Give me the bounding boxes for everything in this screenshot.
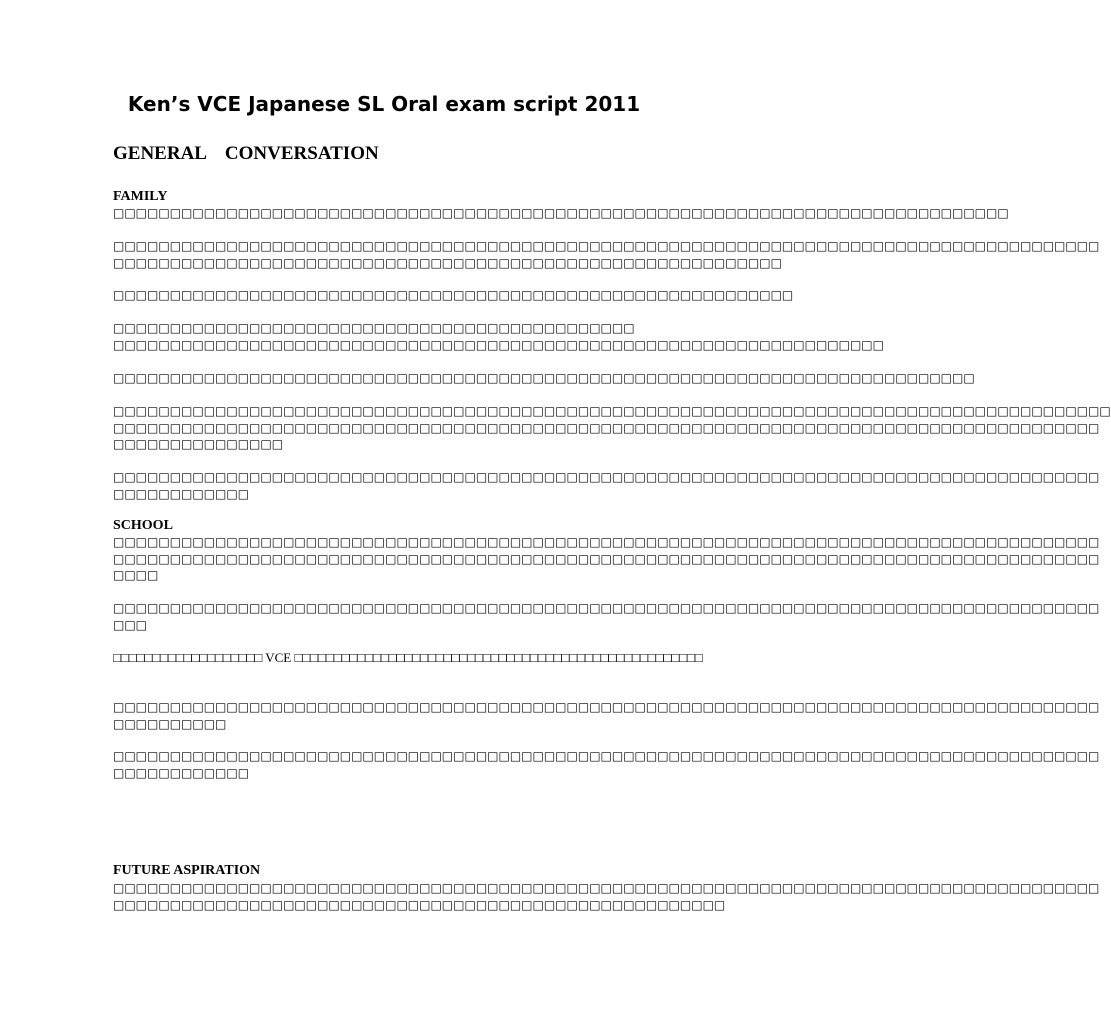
text-line: □□□□□□□□□□□□□□□□□□□□□□□□□□□□□□□□□□□□□□□□□□□□□□□□□□□□□□□□□□□□□□□□□□□□□□□□□□□□□□□□□□□□□□□ (113, 601, 1100, 615)
text-line: □□□□□□□□□□□□□□□□□□□ VCE □□□□□□□□□□□□□□□□□□□□□□□□□□□□□□□□□□□□□□□□□□□□□□□□□□□□ (113, 650, 703, 665)
future-aspiration-label: FUTURE ASPIRATION (113, 863, 261, 878)
text-line: □□□□□□□□□□□□□□□□□□□□□□□□□□□□□□□□□□□□□□□□□□□□□□□□□□□□□□□□□□□□□□□□□□□□□□□□□□□□□□□□□□□□□□□ (113, 420, 1100, 435)
text-line: □□□□□□□□□□□□□□□□□□□□□□□□□□□□□□□□□□□□□□□□□□□□□□□□□□□□□□□□□□□□□□□□□□□□□□□□□□□□□□□□□□□□□□□□ (113, 404, 1111, 418)
family-paragraph-4 (113, 320, 884, 353)
text-line: □□□□□□□□□□□□□□□ (113, 437, 284, 451)
text-line: □□□□□□□□□□□□□□□□□□□□□□□□□□□□□□□□□□□□□□□□□□□□□□□□□□□□□□□□□□□□□□□□□□□□□□□□□□□□□□□□□□□□□□□ (113, 749, 1100, 763)
text-line: □□□□□□□□□□□□□□□□□□□□□□□□□□□□□□□□□□□□□□□□□□□□□□□□□□□□□□□□□□□□□□□□□□□□□□□□□□□□□□□□□□□□□□□ (113, 881, 1100, 895)
school-paragraph-2 (113, 600, 1100, 633)
text-line: □□□□□□□□□□□□□□□□□□□□□□□□□□□□□□□□□□□□□□□□□□□□□□□□□□□□□□□□□□□□□□□□□□□□□□□□□□□□□□□ (113, 206, 1009, 220)
family-paragraph-5 (113, 370, 975, 387)
text-line: □□□□□□□□□□ (113, 716, 227, 731)
school-paragraph-3 (113, 650, 703, 667)
text-line: □□□□□□□□□□□□□□□□□□□□□□□□□□□□□□□□□□□□□□□□□□□□□□□□□□□□□□□□□□□ (113, 255, 782, 270)
text-line: □□□□□□□□□□□□□□□□□□□□□□□□□□□□□□□□□□□□□□□□□□□□□□ (113, 321, 635, 335)
text-line: □□□□□□□□□□□□ (113, 765, 250, 780)
text-line: □□□□□□□□□□□□□□□□□□□□□□□□□□□□□□□□□□□□□□□□□□□□□□□□□□□□□□ (113, 897, 726, 912)
text-line: □□□□□□□□□□□□□□□□□□□□□□□□□□□□□□□□□□□□□□□□□□□□□□□□□□□□□□□□□□□□□□□□□□□□□□□□□□□□□□□□□□□□□□□ (113, 535, 1100, 549)
school-paragraph-1 (113, 534, 1100, 584)
family-label: FAMILY (113, 189, 168, 204)
text-line: □□□□□□□□□□□□□□□□□□□□□□□□□□□□□□□□□□□□□□□□□□□□□□□□□□□□□□□□□□□□□□□□□□□□□□□□□□□□□□□□□□□□□□□ (113, 470, 1100, 484)
text-line: □□□□□□□□□□□□□□□□□□□□□□□□□□□□□□□□□□□□□□□□□□□□□□□□□□□□□□□□□□□□□□□□□□□□□□□□□□□□□□□□□□□□□□□ (113, 700, 1100, 714)
text-line: □□□□□□□□□□□□□□□□□□□□□□□□□□□□□□□□□□□□□□□□□□□□□□□□□□□□□□□□□□□□□□□□□□□□□□□□□□□□□□□□□□□□□□□ (113, 239, 1100, 253)
document-title: Ken’s VCE Japanese SL Oral exam script 2011 (127, 92, 641, 116)
family-paragraph-3 (113, 287, 794, 304)
family-paragraph-7 (113, 469, 1100, 502)
text-line: □□□ (113, 617, 148, 632)
text-line: □□□□ (113, 568, 159, 582)
school-paragraph-5 (113, 748, 1100, 781)
text-line: □□□□□□□□□□□□□□□□□□□□□□□□□□□□□□□□□□□□□□□□□□□□□□□□□□□□□□□□□□□□□□□□□□□□□□□□□□□□□□□□□□□□□□□ (113, 551, 1100, 566)
family-paragraph-1 (113, 205, 1009, 222)
text-line: □□□□□□□□□□□□□□□□□□□□□□□□□□□□□□□□□□□□□□□□□□□□□□□□□□□□□□□□□□□□□□□□□□□□ (113, 337, 884, 352)
future-aspiration-paragraph-1 (113, 880, 1100, 913)
family-paragraph-6 (113, 403, 1111, 453)
school-label: SCHOOL (113, 518, 173, 533)
family-paragraph-2 (113, 238, 1100, 271)
text-line: □□□□□□□□□□□□□□□□□□□□□□□□□□□□□□□□□□□□□□□□□□□□□□□□□□□□□□□□□□□□ (113, 288, 794, 302)
text-line: □□□□□□□□□□□□□□□□□□□□□□□□□□□□□□□□□□□□□□□□□□□□□□□□□□□□□□□□□□□□□□□□□□□□□□□□□□□□ (113, 371, 975, 385)
text-line: □□□□□□□□□□□□ (113, 486, 250, 501)
school-paragraph-4 (113, 699, 1100, 732)
section-heading: GENERAL CONVERSATION (113, 143, 379, 164)
